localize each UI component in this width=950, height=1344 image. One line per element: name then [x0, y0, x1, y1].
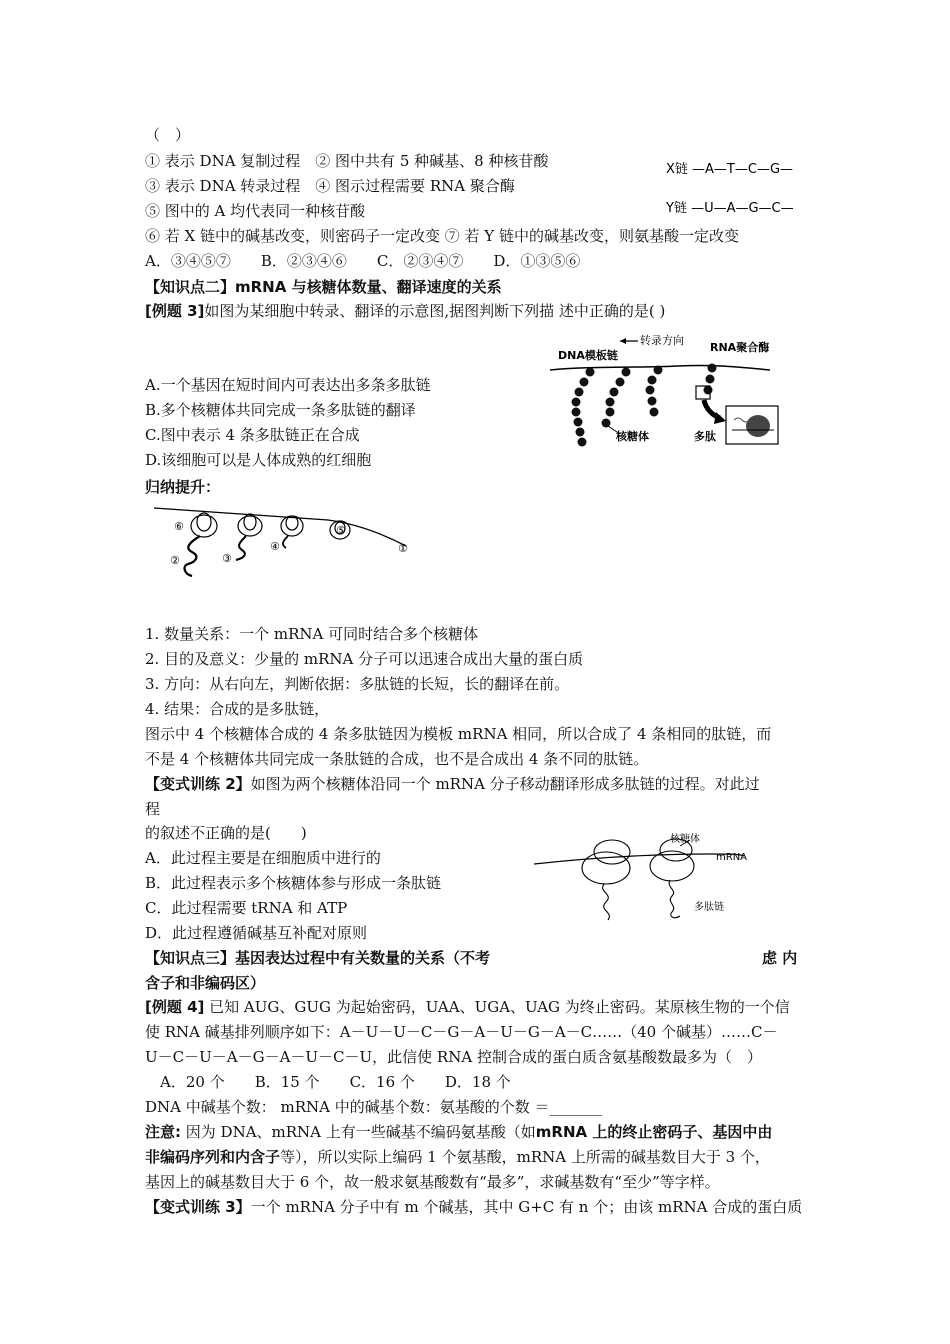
variant-text: 如图为两个核糖体沿同一个 mRNA 分子移动翻译形成多肽链的过程。对此过	[250, 775, 760, 793]
mrna-label: mRNA	[716, 852, 748, 863]
question-option-line: ⑤ 图中的 A 均代表同一种核苷酸	[145, 202, 366, 220]
transcription-translation-figure	[548, 326, 788, 466]
example-3-question	[145, 300, 665, 322]
variant-2-question-cont: 程	[145, 800, 161, 818]
label-1: ①	[398, 542, 408, 555]
ribosome-label: 核糖体	[670, 834, 700, 845]
summary-title: 归纳提升：	[145, 478, 221, 496]
example-label: [例题 3]	[145, 302, 205, 320]
question-choices: A．③④⑤⑦ B．②③④⑥ C．②③④⑦ D．①③⑤⑥	[145, 252, 581, 270]
note-line: 基因上的碱基数目大于 6 个，故一般求氨基酸数有“最多”，求碱基数有“至少”等字样。	[145, 1173, 720, 1191]
variant-2-option-a: A．此过程主要是在细胞质中进行的	[145, 849, 381, 867]
direction-label: 转录方向	[640, 334, 684, 347]
note-bold-text: 非编码序列和内含子	[145, 1148, 281, 1166]
variant-text: 一个 mRNA 分子中有 m 个碱基，其中 G+C 有 n 个；由该 mRNA 合成的蛋白质	[250, 1198, 803, 1216]
note-text: 等），所以实际上编码 1 个氨基酸，mRNA 上所需的碱基数目大于 3 个，	[280, 1148, 770, 1166]
note-label: 注意:	[145, 1123, 181, 1141]
section-title: 【知识点三】基因表达过程中有关数量的关系（不考	[145, 949, 491, 967]
variant-2-option-b: B．此过程表示多个核糖体参与形成一条肽链	[145, 874, 442, 892]
example-4-line: 使 RNA 碱基排列顺序如下：A－U－U－C－G－A－U－G－A－C……（40 个碱基）……C－	[145, 1023, 778, 1041]
summary-point-1: 1. 数量关系：一个 mRNA 可同时结合多个核糖体	[145, 625, 479, 643]
example-label: [例题 4]	[145, 998, 205, 1016]
polypeptide-label: 多肽链	[694, 902, 724, 913]
section-title: 【知识点二】mRNA 与核糖体数量、翻译速度的关系	[145, 278, 502, 296]
summary-paragraph: 图示中 4 个核糖体合成的 4 条多肽链因为模板 mRNA 相同，所以合成了 4 条相同的肽链，而	[145, 725, 772, 743]
y-chain-label: Y链 —U—A—G—C—	[666, 201, 794, 216]
summary-point-3: 3. 方向：从右向左，判断依据：多肽链的长短，长的翻译在前。	[145, 675, 570, 693]
example-text: 已知 AUG、GUG 为起始密码，UAA、UGA、UAG 为终止密码。某原核生物的一个信	[204, 998, 790, 1016]
example-4-choices: A．20 个 B．15 个 C．16 个 D．18 个	[145, 1073, 511, 1091]
label-2: ②	[170, 554, 180, 567]
section-title-cont: 含子和非编码区）	[145, 974, 266, 992]
variant-2-option-d: D．此过程遵循碱基互补配对原则	[145, 924, 368, 942]
polypeptide-label: 多肽	[694, 430, 716, 443]
variant-2-option-c: C．此过程需要 tRNA 和 ATP	[145, 899, 348, 917]
summary-paragraph: 不是 4 个核糖体共同完成一条肽链的合成，也不是合成出 4 条不同的肽链。	[145, 750, 649, 768]
note-text: 因为 DNA、mRNA 上有一些碱基不编码氨基酸（如	[181, 1123, 536, 1141]
ribosome-label: 核糖体	[616, 430, 649, 443]
question-option-line: ⑥ 若 X 链中的碱基改变，则密码子一定改变 ⑦ 若 Y 链中的碱基改变，则氨基酸一定改变	[145, 227, 739, 245]
variant-2-question-cont: 的叙述不正确的是( )	[145, 824, 307, 842]
example-3-option-c: C.图中表示 4 条多肽链正在合成	[145, 426, 360, 444]
example-4-line: U－C－U－A－G－A－U－C－U，此信使 RNA 控制合成的蛋白质含氨基酸数最多为（ ）	[145, 1048, 762, 1066]
xy-chain-figure	[660, 150, 840, 225]
question-paren: （ ）	[145, 126, 191, 144]
variant-3-question	[145, 1196, 802, 1218]
variant-label: 【变式训练 2】	[145, 775, 251, 793]
x-chain-label: X链 —A—T—C—G—	[666, 162, 794, 177]
question-option-line: ③ 表示 DNA 转录过程 ④ 图示过程需要 RNA 聚合酶	[145, 177, 515, 195]
label-6: ⑥	[174, 520, 184, 533]
example-3-option-d: D.该细胞可以是人体成熟的红细胞	[145, 451, 372, 469]
example-text: 如图为某细胞中转录、翻译的示意图,据图判断下列描 述中正确的是( )	[204, 302, 666, 320]
question-option-line: ① 表示 DNA 复制过程 ② 图中共有 5 种碱基、8 种核苷酸	[145, 152, 549, 170]
example-3-option-b: B.多个核糖体共同完成一条多肽链的翻译	[145, 401, 416, 419]
variant-label: 【变式训练 3】	[145, 1198, 251, 1216]
summary-polyribosome-figure	[148, 502, 418, 582]
section-title-right: 虑 内	[762, 949, 798, 967]
example-4-line	[145, 996, 790, 1018]
note-bold-text: mRNA 上的终止密码子、基因中由	[535, 1123, 773, 1141]
label-5: ⑤	[336, 524, 346, 537]
two-ribosomes-figure	[530, 830, 790, 935]
rna-polymerase-label: RNA聚合酶	[710, 341, 770, 354]
label-4: ④	[270, 540, 280, 553]
ratio-blank: DNA 中碱基个数： mRNA 中的碱基个数：氨基酸的个数 ＝_______	[145, 1098, 603, 1116]
dna-template-label: DNA模板链	[558, 349, 618, 362]
example-3-option-a: A.一个基因在短时间内可表达出多条多肽链	[145, 376, 431, 394]
summary-point-2: 2. 目的及意义：少量的 mRNA 分子可以迅速合成出大量的蛋白质	[145, 650, 584, 668]
variant-2-question	[145, 773, 760, 795]
note-line	[145, 1146, 770, 1168]
label-3: ③	[222, 552, 232, 565]
summary-point-4: 4. 结果：合成的是多肽链，	[145, 700, 330, 718]
note-line	[145, 1121, 772, 1143]
